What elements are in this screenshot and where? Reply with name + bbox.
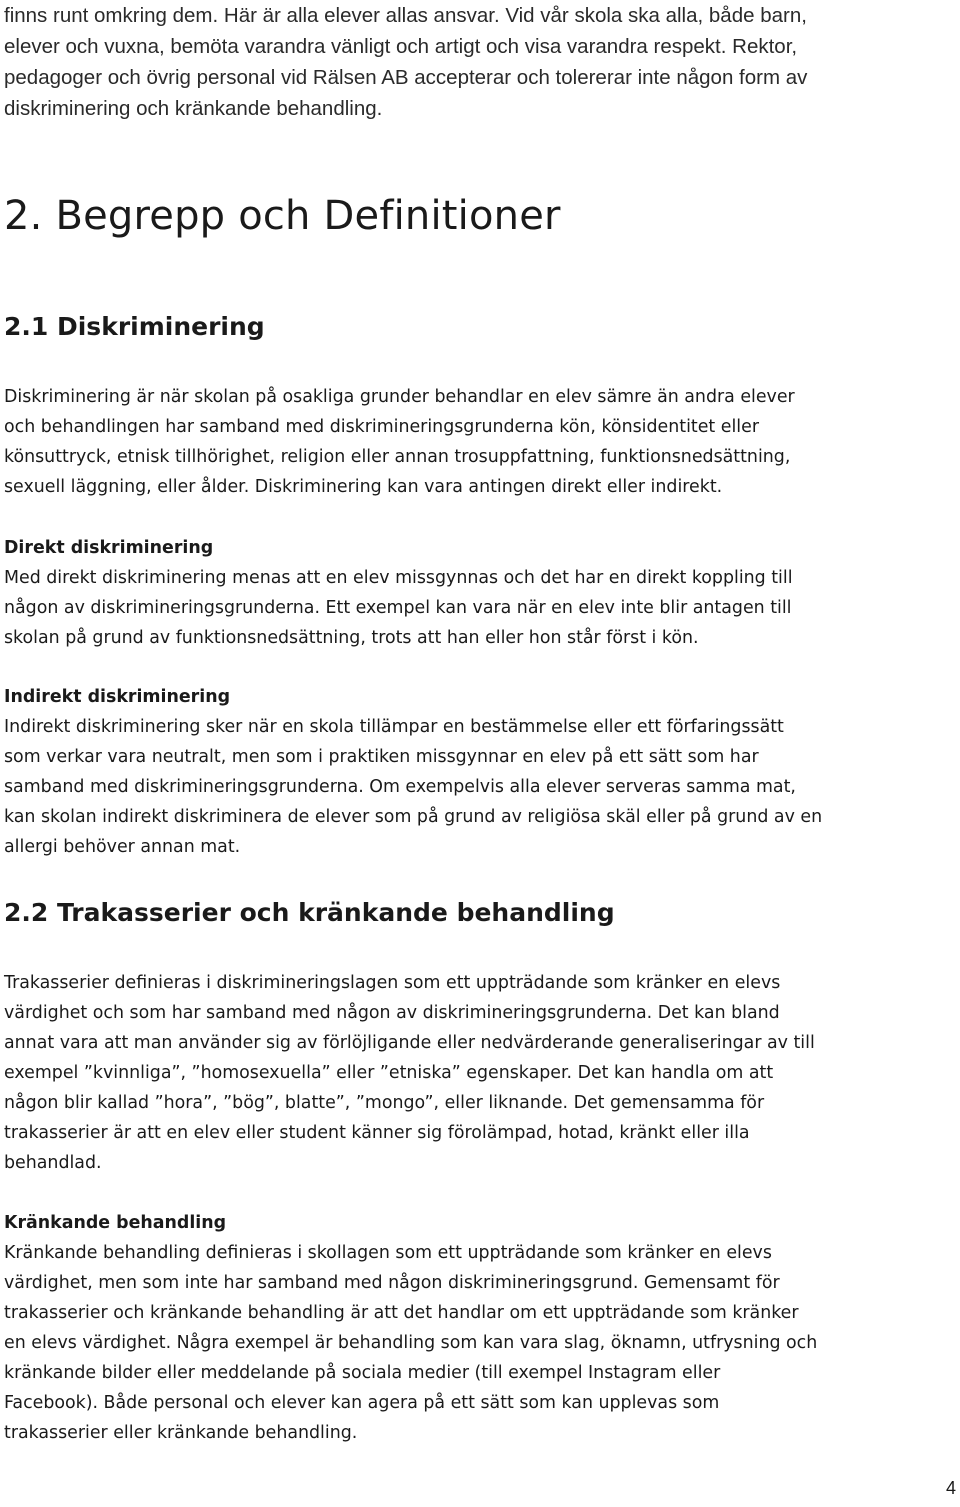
indirekt-paragraph: [4, 712, 822, 862]
paragraph-line: värdighet och som har samband med någon av diskrimineringsgrunderna. Det kan bland: [4, 1003, 780, 1023]
paragraph-line: skolan på grund av funktionsnedsättning, trots att han eller hon står först i kön.: [4, 628, 699, 648]
section-title: 2. Begrepp och Definitioner: [4, 193, 561, 239]
heading-trakasserier: 2.2 Trakasserier och kränkande behandling: [4, 898, 615, 927]
trakasserier-paragraph: [4, 968, 815, 1178]
paragraph-line: en elevs värdighet. Några exempel är behandling som kan vara slag, öknamn, utfrysning och: [4, 1333, 818, 1353]
intro-paragraph: [4, 0, 807, 124]
direkt-paragraph: [4, 563, 793, 653]
subheading-krankande: Kränkande behandling: [4, 1213, 227, 1233]
page-number: 4: [945, 1478, 956, 1498]
paragraph-line: kränkande bilder eller meddelande på sociala medier (till exempel Instagram eller: [4, 1363, 721, 1383]
paragraph-line: kan skolan indirekt diskriminera de elever som på grund av religiösa skäl eller på grund av en: [4, 807, 823, 827]
paragraph-line: samband med diskrimineringsgrunderna. Om exempelvis alla elever serveras samma mat,: [4, 777, 796, 797]
paragraph-line: trakasserier är att en elev eller student känner sig förolämpad, hotad, kränkt eller illa: [4, 1123, 750, 1143]
paragraph-line: sexuell läggning, eller ålder. Diskriminering kan vara antingen direkt eller indirekt.: [4, 477, 723, 497]
paragraph-line: någon blir kallad ”hora”, ”bög”, blatte”, ”mongo”, eller liknande. Det gemensamma för: [4, 1093, 765, 1113]
subheading-direkt: Direkt diskriminering: [4, 538, 214, 558]
heading-diskriminering: 2.1 Diskriminering: [4, 312, 265, 341]
krankande-paragraph: [4, 1238, 817, 1448]
paragraph-line: Trakasserier definieras i diskrimineringslagen som ett uppträdande som kränker en elevs: [4, 973, 781, 993]
paragraph-line: Diskriminering är när skolan på osakliga grunder behandlar en elev sämre än andra elever: [4, 387, 795, 407]
subheading-indirekt: Indirekt diskriminering: [4, 687, 231, 707]
paragraph-line: exempel ”kvinnliga”, ”homosexuella” eller ”etniska” egenskaper. Det kan handla om att: [4, 1063, 774, 1083]
paragraph-line: allergi behöver annan mat.: [4, 837, 241, 857]
diskriminering-paragraph: [4, 382, 795, 502]
paragraph-line: någon av diskrimineringsgrunderna. Ett exempel kan vara när en elev inte blir antagen till: [4, 598, 792, 618]
paragraph-line: Med direkt diskriminering menas att en elev missgynnas och det har en direkt koppling till: [4, 568, 793, 588]
intro-line: finns runt omkring dem. Här är alla elever allas ansvar. Vid vår skola ska alla, både barn,: [4, 4, 807, 27]
paragraph-line: Facebook). Både personal och elever kan agera på ett sätt som kan upplevas som: [4, 1393, 720, 1413]
intro-line: pedagoger och övrig personal vid Rälsen AB accepterar och tolererar inte någon form av: [4, 66, 808, 89]
paragraph-line: könsuttryck, etnisk tillhörighet, religion eller annan trosuppfattning, funktionsnedsättning,: [4, 447, 791, 467]
paragraph-line: Kränkande behandling definieras i skollagen som ett uppträdande som kränker en elevs: [4, 1243, 772, 1263]
paragraph-line: som verkar vara neutralt, men som i praktiken missgynnar en elev på ett sätt som har: [4, 747, 759, 767]
intro-line: elever och vuxna, bemöta varandra vänligt och artigt och visa varandra respekt. Rektor,: [4, 35, 798, 58]
paragraph-line: och behandlingen har samband med diskrimineringsgrunderna kön, könsidentitet eller: [4, 417, 759, 437]
paragraph-line: trakasserier och kränkande behandling är att det handlar om ett uppträdande som kränker: [4, 1303, 799, 1323]
paragraph-line: Indirekt diskriminering sker när en skola tillämpar en bestämmelse eller ett förfaringssätt: [4, 717, 784, 737]
paragraph-line: värdighet, men som inte har samband med någon diskrimineringsgrund. Gemensamt för: [4, 1273, 780, 1293]
paragraph-line: annat vara att man använder sig av förlöjligande eller nedvärderande generaliseringar av till: [4, 1033, 815, 1053]
paragraph-line: behandlad.: [4, 1153, 102, 1173]
intro-line: diskriminering och kränkande behandling.: [4, 97, 383, 120]
paragraph-line: trakasserier eller kränkande behandling.: [4, 1423, 358, 1443]
